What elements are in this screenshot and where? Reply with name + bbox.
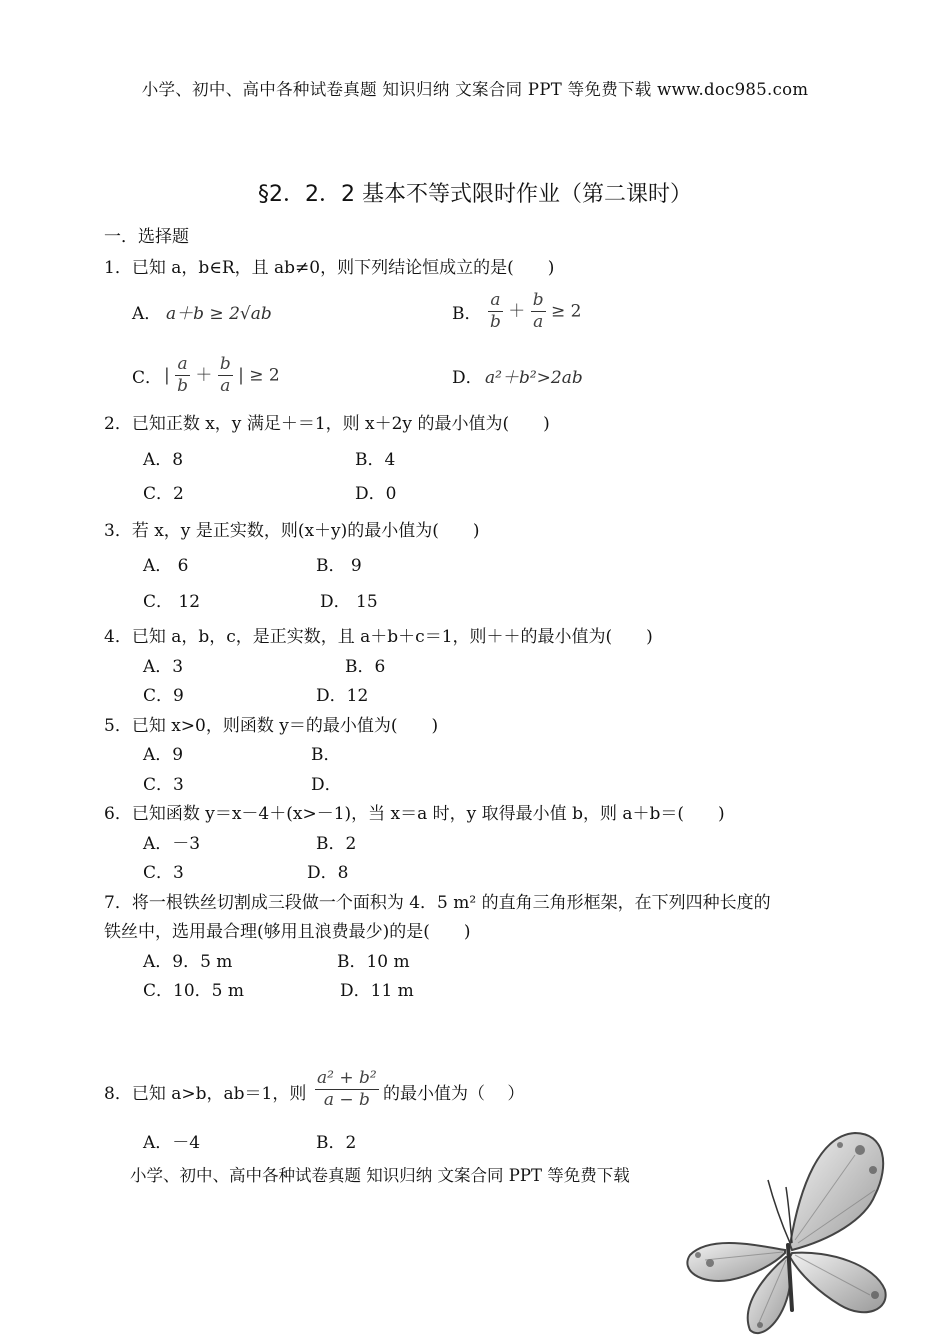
q4-option-a: A．3 [143, 657, 184, 677]
q2-option-b: B．4 [355, 450, 396, 470]
question-7-line-2: 铁丝中，选用最合理(够用且浪费最少)的是( ) [104, 922, 471, 942]
q3-option-c: C． 12 [143, 592, 201, 612]
q3-option-b: B． 9 [316, 556, 362, 576]
q4-option-c: C．9 [143, 686, 184, 706]
q8-fraction-numerator: a² + b² [317, 1068, 377, 1088]
question-7: 7．将一根铁丝切割成三段做一个面积为 4．5 m² 的直角三角形框架，在下列四种长度的 [104, 893, 771, 913]
question-6: 6．已知函数 y＝x－4＋(x>－1)，当 x＝a 时，y 取得最小值 b，则 a＋b＝( ) [104, 804, 725, 824]
q1-option-d-label: D． [452, 368, 483, 388]
question-2: 2．已知正数 x，y 满足＋＝1，则 x＋2y 的最小值为( ) [104, 414, 550, 434]
q6-option-a: A．－3 [143, 834, 201, 854]
q1-option-c-label: C． [132, 368, 163, 388]
q4-option-b: B．6 [345, 657, 386, 677]
question-5: 5．已知 x>0，则函数 y＝的最小值为( ) [104, 716, 439, 736]
section-heading: 一．选择题 [104, 227, 189, 247]
q3-option-a: A． 6 [143, 556, 189, 576]
q2-option-c: C．2 [143, 484, 184, 504]
q1-option-a-formula: a＋b ≥ 2√ab [166, 304, 272, 324]
q8-option-a: A．－4 [143, 1133, 201, 1153]
q1-option-a-label: A． [132, 304, 162, 324]
q2-option-d: D．0 [355, 484, 397, 504]
q1-option-d-formula: a²＋b²>2ab [485, 368, 583, 388]
q4-option-d: D．12 [316, 686, 369, 706]
q7-option-b: B．10 m [337, 952, 410, 972]
question-4: 4．已知 a，b，c，是正实数，且 a＋b＋c＝1，则＋＋的最小值为( ) [104, 627, 653, 647]
question-8-suffix: 的最小值为（ ） [383, 1084, 525, 1104]
q1-option-c-formula: | $\frac{a}{b}$ ＋ $\frac{b}{a}$ | ≥ 2 [164, 354, 280, 397]
butterfly-image [680, 1125, 895, 1340]
q3-option-d: D． 15 [320, 592, 378, 612]
q1-option-b-label: B． [452, 304, 482, 324]
question-8-fraction [315, 1068, 379, 1112]
q2-option-a: A．8 [143, 450, 184, 470]
q1-option-b-formula: $\frac{a}{b}$ ＋ $\frac{b}{a}$ ≥ 2 [490, 290, 582, 333]
q7-option-d: D．11 m [340, 981, 414, 1001]
question-8-prefix: 8．已知 a>b，ab＝1，则 [104, 1084, 307, 1104]
q5-option-c: C．3 [143, 775, 184, 795]
q6-option-c: C．3 [143, 863, 184, 883]
q6-option-b: B．2 [316, 834, 357, 854]
q5-option-a: A．9 [143, 745, 184, 765]
q8-option-b: B．2 [316, 1133, 357, 1153]
question-3: 3．若 x，y 是正实数，则(x＋y)的最小值为( ) [104, 521, 480, 541]
q6-option-d: D．8 [307, 863, 349, 883]
q8-fraction-denominator: a − b [315, 1089, 379, 1111]
q5-option-d: D． [311, 775, 342, 795]
q5-option-b: B． [311, 745, 341, 765]
page-footer: 小学、初中、高中各种试卷真题 知识归纳 文案合同 PPT 等免费下载 [130, 1166, 630, 1185]
page-header: 小学、初中、高中各种试卷真题 知识归纳 文案合同 PPT 等免费下载 www.doc985.com [141, 80, 809, 99]
page-title: §2．2．2 基本不等式限时作业（第二课时） [258, 182, 692, 207]
question-1: 1．已知 a，b∈R，且 ab≠0，则下列结论恒成立的是( ) [104, 258, 555, 278]
q7-option-a: A．9．5 m [143, 952, 233, 972]
q7-option-c: C．10．5 m [143, 981, 244, 1001]
